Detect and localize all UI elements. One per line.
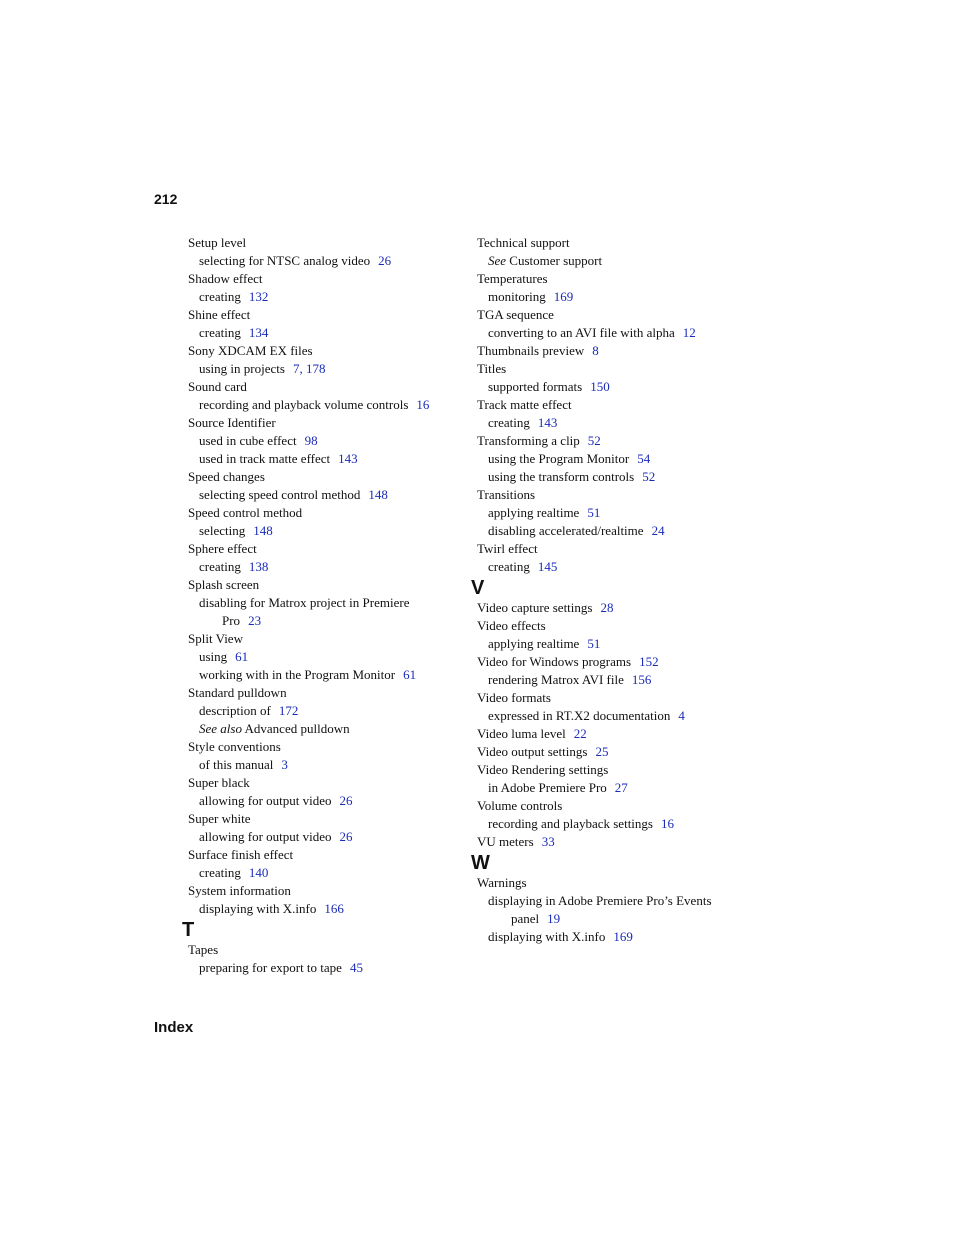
index-subentry — [188, 486, 473, 504]
page-link[interactable]: 27 — [614, 780, 628, 795]
page-number: 212 — [154, 191, 178, 207]
index-entry — [188, 540, 473, 558]
index-subentry — [188, 450, 473, 468]
entry-term: Speed changes — [188, 469, 265, 484]
page-link[interactable]: 28 — [600, 600, 614, 615]
page-link[interactable]: 51 — [587, 636, 601, 651]
index-subentry — [188, 900, 473, 918]
entry-term: displaying with X.info — [199, 901, 317, 916]
index-entry — [188, 774, 473, 792]
entry-term: used in cube effect — [199, 433, 297, 448]
page-link[interactable]: 26 — [339, 829, 353, 844]
index-entry — [477, 270, 757, 288]
index-entry — [477, 599, 757, 617]
entry-term: using the Program Monitor — [488, 451, 630, 466]
index-subentry — [188, 396, 473, 414]
index-entry — [188, 810, 473, 828]
index-subentry — [188, 432, 473, 450]
entry-term: Source Identifier — [188, 415, 276, 430]
entry-term: allowing for output video — [199, 793, 332, 808]
entry-term: selecting — [199, 523, 246, 538]
page-link[interactable]: 26 — [378, 253, 392, 268]
index-entry — [477, 689, 757, 707]
index-subentry — [477, 815, 757, 833]
page-references — [281, 757, 288, 772]
page-references — [592, 343, 599, 358]
index-entry — [477, 833, 757, 851]
page-references — [305, 433, 318, 448]
index-subentry — [477, 288, 757, 306]
page-link[interactable]: 45 — [349, 960, 363, 975]
index-entry — [188, 738, 473, 756]
index-entry — [188, 630, 473, 648]
index-column-right — [471, 234, 757, 946]
index-entry — [477, 743, 757, 761]
index-entry — [188, 882, 473, 900]
entry-term: preparing for export to tape — [199, 960, 342, 975]
index-entry — [477, 874, 757, 892]
index-subentry — [188, 959, 473, 977]
page-references — [595, 744, 608, 759]
page-link[interactable]: 61 — [403, 667, 417, 682]
page-link[interactable]: 134 — [248, 325, 269, 340]
page-references — [340, 793, 353, 808]
page-references — [637, 451, 650, 466]
entry-term: expressed in RT.X2 documentation — [488, 708, 671, 723]
page-references — [253, 523, 273, 538]
entry-term: Video effects — [477, 618, 546, 633]
entry-term: converting to an AVI file with alpha — [488, 325, 675, 340]
index-entry — [477, 396, 757, 414]
index-entry — [188, 684, 473, 702]
index-entry — [477, 486, 757, 504]
entry-term: Tapes — [188, 942, 219, 957]
entry-term: displaying in Adobe Premiere Pro’s Events — [488, 893, 712, 908]
entry-term: Track matte effect — [477, 397, 572, 412]
index-subentry — [188, 288, 473, 306]
index-entry — [188, 306, 473, 324]
entry-term: working with in the Program Monitor — [199, 667, 396, 682]
index-entry — [188, 378, 473, 396]
entry-term: Video luma level — [477, 726, 566, 741]
entry-term: rendering Matrox AVI file — [488, 672, 624, 687]
page-references — [279, 703, 299, 718]
entry-term: monitoring — [488, 289, 546, 304]
page-references — [588, 433, 601, 448]
index-entry — [477, 234, 757, 252]
page-link[interactable]: 143 — [338, 451, 358, 466]
index-entry — [477, 540, 757, 558]
entry-term: Sony XDCAM EX files — [188, 343, 313, 358]
entry-term: in Adobe Premiere Pro — [488, 780, 607, 795]
index-subentry — [188, 666, 473, 684]
page-link[interactable]: 22 — [573, 726, 587, 741]
entry-term: Sphere effect — [188, 541, 257, 556]
index-entry — [477, 761, 757, 779]
page-link[interactable]: 148 — [253, 523, 273, 538]
entry-term: Temperatures — [477, 271, 548, 286]
entry-term: Transitions — [477, 487, 536, 502]
index-subentry — [477, 928, 757, 946]
page-link[interactable]: 23 — [248, 613, 262, 628]
entry-term: using — [199, 649, 228, 664]
entry-term: System information — [188, 883, 291, 898]
entry-term: creating — [199, 865, 241, 880]
page-references — [554, 289, 574, 304]
entry-term: Volume controls — [477, 798, 563, 813]
entry-term: creating — [199, 289, 241, 304]
page-references — [368, 487, 388, 502]
entry-term: Surface finish effect — [188, 847, 294, 862]
page-references — [642, 469, 655, 484]
page-link[interactable]: 172 — [278, 703, 299, 718]
index-entry — [188, 414, 473, 432]
index-entry-continuation — [188, 612, 473, 630]
index-subentry — [188, 360, 473, 378]
entry-term: Video for Windows programs — [477, 654, 632, 669]
entry-term: disabling accelerated/realtime — [488, 523, 644, 538]
entry-term: creating — [488, 559, 530, 574]
entry-term: using the transform controls — [488, 469, 635, 484]
index-entry — [188, 270, 473, 288]
page-link[interactable]: 51 — [587, 505, 601, 520]
entry-term: using in projects — [199, 361, 285, 376]
page-link[interactable]: 138 — [248, 559, 269, 574]
entry-term: recording and playback volume controls — [199, 397, 409, 412]
index-entry-continuation — [477, 910, 757, 928]
entry-term: disabling for Matrox project in Premiere — [199, 595, 410, 610]
index-subentry — [477, 468, 757, 486]
page-link[interactable]: 52 — [587, 433, 601, 448]
entry-term: recording and playback settings — [488, 816, 653, 831]
entry-term: supported formats — [488, 379, 583, 394]
entry-term: Twirl effect — [477, 541, 538, 556]
index-subentry — [188, 828, 473, 846]
section-letter: V — [471, 577, 485, 599]
entry-term: Video Rendering settings — [477, 762, 609, 777]
page-link[interactable]: 98 — [304, 433, 318, 448]
index-entry — [477, 617, 757, 635]
see-reference-label: See — [488, 253, 507, 268]
page-references — [615, 780, 628, 795]
page-link[interactable]: 148 — [368, 487, 388, 502]
index-entry — [188, 576, 473, 594]
entry-term: Super black — [188, 775, 250, 790]
page-references — [403, 667, 416, 682]
index-subentry — [477, 504, 757, 522]
page-references — [248, 613, 261, 628]
entry-term: Video capture settings — [477, 600, 593, 615]
page-references: 7, 178 — [292, 361, 326, 376]
footer-section-label: Index — [154, 1019, 194, 1036]
index-subentry — [477, 522, 757, 540]
page-references — [350, 960, 363, 975]
entry-term: Technical support — [477, 235, 570, 250]
page-link[interactable]: 33 — [541, 834, 555, 849]
page-references — [639, 654, 659, 669]
page-link[interactable]: 166 — [324, 901, 344, 916]
index-subentry — [477, 671, 757, 689]
page-references — [324, 901, 344, 916]
entry-term: of this manual — [199, 757, 274, 772]
entry-term: creating — [199, 559, 241, 574]
index-entry — [477, 725, 757, 743]
page-link[interactable]: 16 — [660, 816, 674, 831]
page-link[interactable]: 12 — [682, 325, 696, 340]
index-subentry — [477, 558, 757, 576]
index-entry — [477, 653, 757, 671]
page-references — [587, 505, 600, 520]
page-link[interactable]: 25 — [595, 744, 609, 759]
page-link[interactable]: 156 — [631, 672, 652, 687]
page-references — [661, 816, 674, 831]
entry-term: Setup level — [188, 235, 247, 250]
entry-term: creating — [199, 325, 241, 340]
entry-term: Splash screen — [188, 577, 260, 592]
page-link[interactable]: 150 — [590, 379, 610, 394]
see-reference-label: See also — [199, 721, 242, 736]
page-link[interactable]: 132 — [248, 289, 269, 304]
index-subentry — [188, 648, 473, 666]
page-references — [249, 865, 269, 880]
index-subentry — [477, 635, 757, 653]
page-references — [249, 325, 269, 340]
entry-term: creating — [488, 415, 530, 430]
page-references — [574, 726, 587, 741]
page-references — [416, 397, 429, 412]
index-subentry — [188, 792, 473, 810]
index-subentry — [188, 324, 473, 342]
index-subentry — [477, 252, 757, 270]
entry-term: description of — [199, 703, 271, 718]
index-entry — [477, 360, 757, 378]
index-subentry — [188, 252, 473, 270]
page-link[interactable]: 3 — [281, 757, 288, 772]
index-column-left — [182, 234, 473, 977]
entry-term: Warnings — [477, 875, 527, 890]
entry-term: Customer support — [509, 253, 603, 268]
index-entry — [477, 432, 757, 450]
index-subentry — [188, 558, 473, 576]
index-subentry — [477, 779, 757, 797]
entry-term: Advanced pulldown — [244, 721, 350, 736]
page-references — [678, 708, 685, 723]
page-link[interactable]: 145 — [537, 559, 558, 574]
page-link[interactable]: 16 — [416, 397, 430, 412]
index-subentry — [188, 522, 473, 540]
entry-term: Video output settings — [477, 744, 588, 759]
entry-term: Super white — [188, 811, 251, 826]
index-entry — [477, 306, 757, 324]
index-entry — [188, 504, 473, 522]
page-references — [538, 415, 558, 430]
page-references — [378, 253, 391, 268]
page-references — [249, 289, 269, 304]
entry-term: Standard pulldown — [188, 685, 287, 700]
page-link[interactable]: 178 — [305, 361, 326, 376]
index-entry — [188, 846, 473, 864]
page-link[interactable]: 4 — [678, 708, 685, 723]
index-entry — [477, 342, 757, 360]
index-subentry — [188, 702, 473, 720]
page-references — [249, 559, 269, 574]
page-link[interactable]: 24 — [651, 523, 665, 538]
section-letter: T — [182, 919, 195, 941]
entry-term: Speed control method — [188, 505, 303, 520]
entry-term: Style conventions — [188, 739, 281, 754]
index-entry — [188, 342, 473, 360]
entry-term: used in track matte effect — [199, 451, 331, 466]
page-references — [600, 600, 613, 615]
index-subentry — [188, 756, 473, 774]
page-link[interactable]: 140 — [248, 865, 269, 880]
entry-term: Split View — [188, 631, 243, 646]
entry-term: displaying with X.info — [488, 929, 606, 944]
entry-term: selecting speed control method — [199, 487, 361, 502]
page-references — [340, 829, 353, 844]
entry-term: Sound card — [188, 379, 247, 394]
entry-term: VU meters — [477, 834, 534, 849]
entry-term: Pro — [222, 613, 241, 628]
page-link[interactable]: 169 — [613, 929, 633, 944]
entry-term: Transforming a clip — [477, 433, 580, 448]
page-references — [587, 636, 600, 651]
page-link[interactable]: 143 — [537, 415, 558, 430]
entry-term: Thumbnails preview — [477, 343, 585, 358]
index-entry — [477, 797, 757, 815]
page-references — [590, 379, 610, 394]
entry-term: applying realtime — [488, 636, 580, 651]
page-references — [538, 559, 558, 574]
index-entry — [188, 941, 473, 959]
page-link[interactable]: 54 — [637, 451, 651, 466]
index-subentry — [477, 414, 757, 432]
section-letter: W — [471, 852, 490, 874]
page-references — [542, 834, 555, 849]
index-subentry — [477, 378, 757, 396]
page-references — [338, 451, 358, 466]
page-references — [652, 523, 665, 538]
index-subentry — [188, 594, 473, 612]
entry-term: TGA sequence — [477, 307, 554, 322]
entry-term: Video formats — [477, 690, 551, 705]
page-references — [683, 325, 696, 340]
page-link[interactable]: 61 — [235, 649, 249, 664]
index-subentry — [477, 892, 757, 910]
page-link[interactable]: 8 — [592, 343, 599, 358]
entry-term: selecting for NTSC analog video — [199, 253, 371, 268]
entry-term: Titles — [477, 361, 507, 376]
index-subentry — [477, 450, 757, 468]
index-subentry — [477, 707, 757, 725]
page-link[interactable]: 7 — [292, 361, 300, 376]
entry-term: Shine effect — [188, 307, 251, 322]
index-subentry — [188, 864, 473, 882]
page-link[interactable]: 169 — [553, 289, 574, 304]
index-entry — [188, 234, 473, 252]
page-link[interactable]: 19 — [547, 911, 561, 926]
page-references — [632, 672, 652, 687]
entry-term: allowing for output video — [199, 829, 332, 844]
page-link[interactable]: 26 — [339, 793, 353, 808]
entry-term: Shadow effect — [188, 271, 263, 286]
page-references — [235, 649, 248, 664]
page-link[interactable]: 152 — [639, 654, 659, 669]
page-references — [613, 929, 633, 944]
entry-term: applying realtime — [488, 505, 580, 520]
index-subentry — [477, 324, 757, 342]
entry-term: panel — [511, 911, 540, 926]
index-entry — [188, 468, 473, 486]
page-link[interactable]: 52 — [642, 469, 656, 484]
index-subentry — [188, 720, 473, 738]
page-references — [547, 911, 560, 926]
